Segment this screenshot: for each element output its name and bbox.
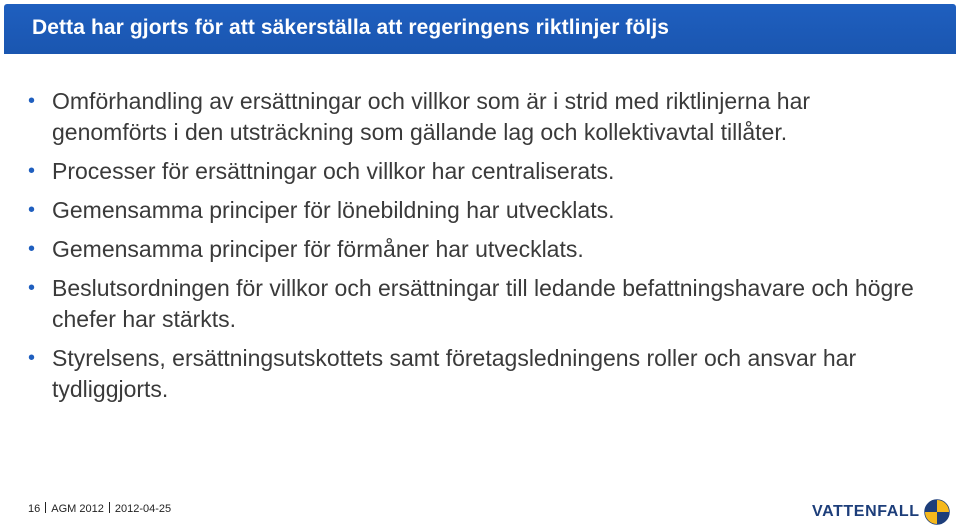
bullet-text: Gemensamma principer för lönebildning har utvecklats. — [52, 197, 615, 223]
footer-divider — [109, 502, 110, 513]
bullet-item — [28, 234, 928, 265]
vattenfall-logo — [812, 498, 950, 526]
bullet-text: Omförhandling av ersättningar och villkor som är i strid med riktlinjerna har genomförts i den utsträckning som gällande lag och kollektivavtal tillåter. — [52, 88, 811, 145]
footer-divider — [45, 502, 46, 513]
bullet-item — [28, 195, 928, 226]
bullet-text: Styrelsens, ersättningsutskottets samt företagsledningens roller och ansvar har tydliggjorts. — [52, 345, 857, 402]
bullet-item — [28, 273, 928, 335]
footer-event: AGM 2012 — [51, 503, 104, 515]
vattenfall-logo-icon — [924, 499, 950, 525]
bullet-dot-icon: • — [28, 347, 36, 369]
bullet-text: Beslutsordningen för villkor och ersättningar till ledande befattningshavare och högre chefer har stärkts. — [52, 275, 914, 332]
bullet-item — [28, 343, 928, 405]
logo-text: VATTENFALL — [812, 503, 920, 520]
bullet-text: Processer för ersättningar och villkor har centraliserats. — [52, 158, 615, 184]
bullet-dot-icon: • — [28, 199, 36, 221]
slide-title: Detta har gjorts för att säkerställa att regeringens riktlinjer följs — [32, 16, 670, 39]
bullet-item — [28, 86, 928, 148]
bullet-item — [28, 156, 928, 187]
bullet-dot-icon: • — [28, 238, 36, 260]
bullet-text: Gemensamma principer för förmåner har utvecklats. — [52, 236, 584, 262]
title-bar — [4, 4, 956, 54]
bullet-dot-icon: • — [28, 160, 36, 182]
bullet-dot-icon: • — [28, 277, 36, 299]
bullet-list — [28, 86, 928, 413]
page-number: 16 — [28, 503, 41, 515]
footer-date: 2012-04-25 — [114, 503, 172, 515]
footer — [28, 502, 171, 515]
bullet-dot-icon: • — [28, 90, 36, 112]
